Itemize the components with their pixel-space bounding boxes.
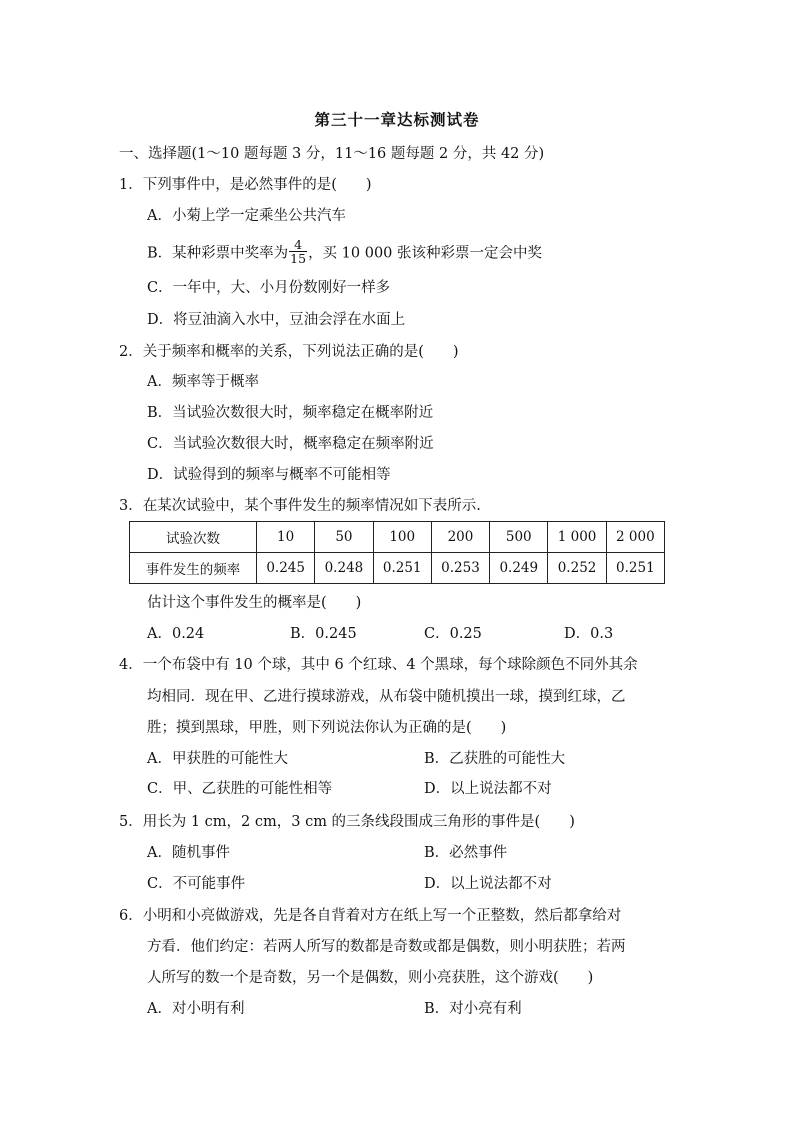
q1-option-a: A．小菊上学一定乘坐公共汽车 bbox=[147, 208, 346, 224]
table-cell: 0.249 bbox=[490, 553, 548, 584]
page-title: 第三十一章达标测试卷 bbox=[314, 110, 480, 129]
q3-option-b: B．0.245 bbox=[290, 626, 357, 642]
q4-option-c: C．甲、乙获胜的可能性相等 bbox=[147, 781, 333, 797]
q5-option-b: B．必然事件 bbox=[424, 845, 508, 861]
table-cell: 1 000 bbox=[548, 522, 606, 553]
q1-fraction-numerator: 4 bbox=[289, 238, 307, 252]
table-cell: 试验次数 bbox=[130, 522, 257, 553]
q3-followup: 估计这个事件发生的概率是( ) bbox=[147, 595, 362, 611]
q1-fraction bbox=[289, 238, 307, 265]
q2-option-a: A．频率等于概率 bbox=[147, 374, 259, 390]
q4-stem-line3: 胜；摸到黑球，甲胜，则下列说法你认为正确的是( ) bbox=[147, 720, 507, 736]
table-cell: 2 000 bbox=[606, 522, 664, 553]
q3-option-c: C．0.25 bbox=[424, 626, 482, 642]
table-cell: 0.251 bbox=[606, 553, 664, 584]
q1-option-b bbox=[147, 237, 543, 267]
table-cell: 0.252 bbox=[548, 553, 606, 584]
q2-option-b: B．当试验次数很大时，频率稳定在概率附近 bbox=[147, 405, 434, 421]
table-cell: 10 bbox=[257, 522, 315, 553]
q1-option-b-prefix: B．某种彩票中奖率为 bbox=[147, 245, 289, 262]
table-cell: 0.248 bbox=[315, 553, 373, 584]
q5-option-c: C．不可能事件 bbox=[147, 876, 246, 892]
q2-stem: 2．关于频率和概率的关系，下列说法正确的是( ) bbox=[119, 344, 459, 360]
q6-stem-line2: 方看．他们约定：若两人所写的数都是奇数或都是偶数，则小明获胜；若两 bbox=[147, 939, 626, 955]
table-row bbox=[130, 553, 665, 584]
q2-option-d: D．试验得到的频率与概率不可能相等 bbox=[147, 467, 391, 483]
frequency-table bbox=[129, 521, 665, 584]
q1-option-b-suffix: ，买 10 000 张该种彩票一定会中奖 bbox=[308, 245, 543, 262]
q1-option-c: C．一年中，大、小月份数刚好一样多 bbox=[147, 280, 391, 296]
q4-option-d: D．以上说法都不对 bbox=[424, 781, 552, 797]
q4-option-a: A．甲获胜的可能性大 bbox=[147, 751, 288, 767]
q6-option-b: B．对小亮有利 bbox=[424, 1001, 522, 1017]
q2-option-c: C．当试验次数很大时，概率稳定在频率附近 bbox=[147, 436, 434, 452]
q4-option-b: B．乙获胜的可能性大 bbox=[424, 751, 566, 767]
table-cell: 0.251 bbox=[373, 553, 431, 584]
q6-stem-line3: 人所写的数一个是奇数，另一个是偶数，则小亮获胜，这个游戏( ) bbox=[147, 970, 594, 986]
table-cell: 事件发生的频率 bbox=[130, 553, 257, 584]
table-cell: 0.245 bbox=[257, 553, 315, 584]
q5-option-d: D．以上说法都不对 bbox=[424, 876, 552, 892]
q4-stem-line2: 均相同．现在甲、乙进行摸球游戏，从布袋中随机摸出一球，摸到红球，乙 bbox=[147, 689, 626, 705]
q3-option-a: A．0.24 bbox=[147, 626, 205, 642]
q1-stem: 1．下列事件中，是必然事件的是( ) bbox=[119, 177, 372, 193]
q1-fraction-denominator: 15 bbox=[290, 251, 307, 266]
q5-stem: 5．用长为 1 cm，2 cm，3 cm 的三条线段围成三角形的事件是( ) bbox=[119, 814, 575, 830]
q4-stem-line1: 4．一个布袋中有 10 个球，其中 6 个红球、4 个黑球，每个球除颜色不同外其余 bbox=[119, 657, 638, 673]
q6-option-a: A．对小明有利 bbox=[147, 1001, 245, 1017]
table-row bbox=[130, 522, 665, 553]
table-cell: 50 bbox=[315, 522, 373, 553]
q3-option-d: D．0.3 bbox=[564, 626, 614, 642]
section-heading: 一、选择题(1～10 题每题 3 分，11～16 题每题 2 分，共 42 分) bbox=[119, 146, 545, 162]
table-cell: 200 bbox=[431, 522, 489, 553]
table-cell: 500 bbox=[490, 522, 548, 553]
q6-stem-line1: 6．小明和小亮做游戏，先是各自背着对方在纸上写一个正整数，然后都拿给对 bbox=[119, 908, 622, 924]
table-cell: 100 bbox=[373, 522, 431, 553]
table-cell: 0.253 bbox=[431, 553, 489, 584]
q5-option-a: A．随机事件 bbox=[147, 845, 230, 861]
q3-stem: 3．在某次试验中，某个事件发生的频率情况如下表所示. bbox=[119, 498, 481, 514]
q1-option-d: D．将豆油滴入水中，豆油会浮在水面上 bbox=[147, 312, 406, 328]
